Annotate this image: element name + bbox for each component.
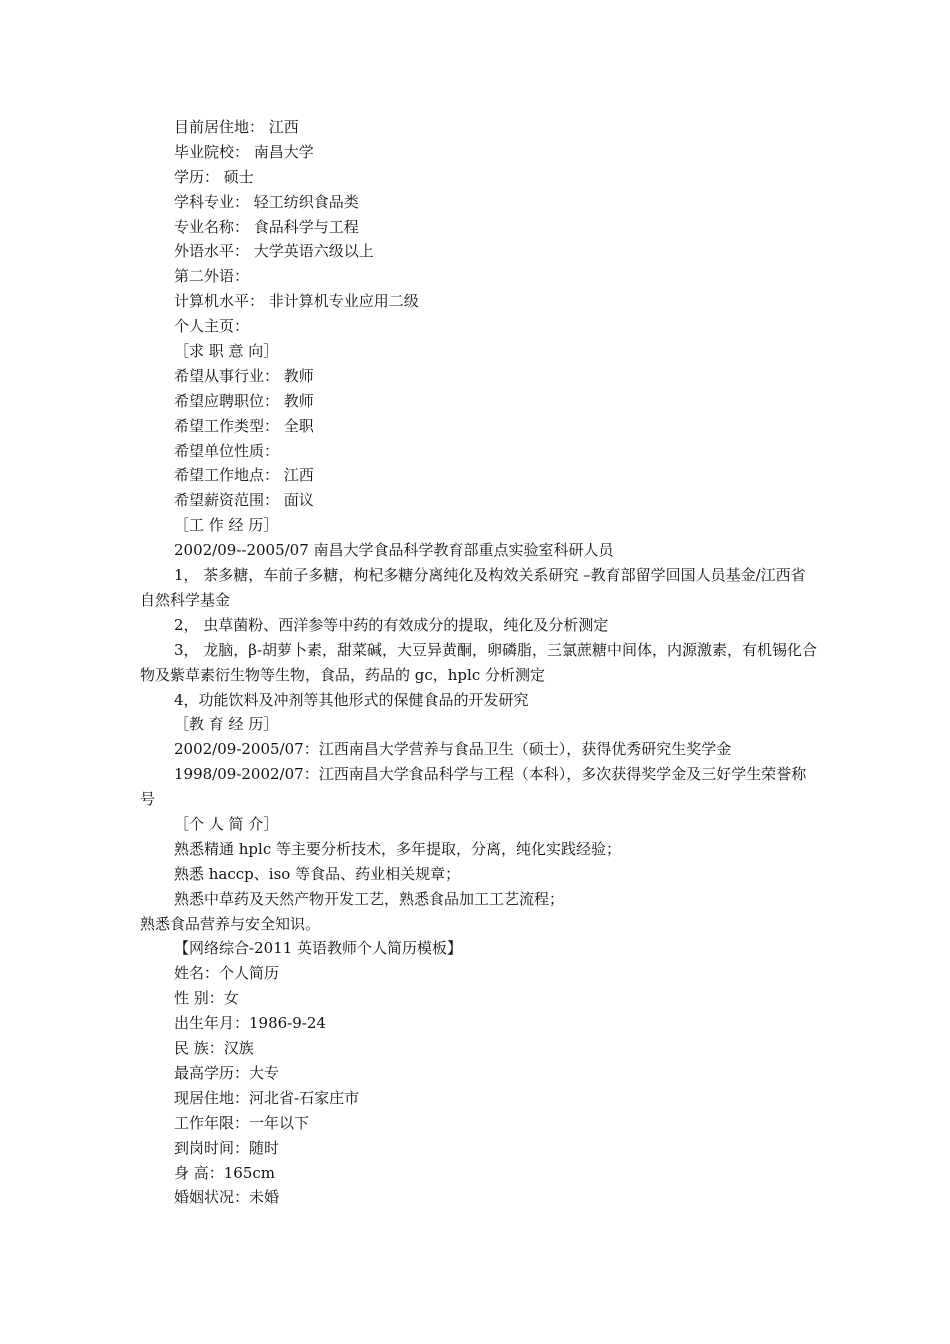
major-line: 专业名称： 食品科学与工程 [174,217,359,236]
gender-line: 性 别：女 [174,989,239,1008]
work-item-3: 3， 龙脑，β-胡萝卜素，甜菜碱，大豆异黄酮，卵磷脂，三氯蔗糖中间体，内源激素，有机锡化合物及紫草素衍生物等生物，食品，药品的 gc，hplc 分析测定 [140,640,818,684]
language-level-line: 外语水平： 大学英语六级以上 [174,242,374,261]
ethnicity-line: 民 族：汉族 [174,1039,254,1058]
degree-line: 学历： 硕士 [174,167,254,186]
availability-line: 到岗时间：随时 [174,1138,280,1157]
work-years-line: 工作年限：一年以下 [174,1113,310,1132]
second-language-line: 第二外语： [174,267,250,286]
profile-item-1: 熟悉精通 hplc 等主要分析技术，多年提取，分离，纯化实践经验； [174,839,621,858]
profile-item-3: 熟悉中草药及天然产物开发工艺，熟悉食品加工工艺流程； [174,889,565,908]
desired-employer-type-line: 希望单位性质： [174,441,280,460]
work-item-4: 4，功能饮料及冲剂等其他形式的保健食品的开发研究 [174,690,529,709]
work-item-1: 1， 茶多糖，车前子多糖，枸杞多糖分离纯化及构效关系研究 –教育部留学回国人员基金/江西省自然科学基金 [140,566,806,609]
profile-item-4: 熟悉食品营养与安全知识。 [140,914,321,933]
homepage-line: 个人主页： [174,317,250,336]
name-line: 姓名：个人简历 [174,964,280,983]
discipline-line: 学科专业： 轻工纺织食品类 [174,192,359,211]
education-item-bachelors: 1998/09-2002/07：江西南昌大学食品科学与工程（本科），多次获得奖学金及三好学生荣誉称号 [140,765,807,809]
section-heading-education: ［教 育 经 历］ [174,715,279,734]
section-heading-profile: ［个 人 简 介］ [174,815,279,834]
section-heading-job-intent: ［求 职 意 向］ [174,342,279,361]
desired-location-line: 希望工作地点： 江西 [174,466,314,485]
highest-education-line: 最高学历：大专 [174,1063,280,1082]
height-line: 身 高：165cm [174,1163,276,1182]
work-period-line: 2002/09--2005/07 南昌大学食品科学教育部重点实验室科研人员 [174,541,614,560]
desired-industry-line: 希望从事行业： 教师 [174,366,314,385]
computer-level-line: 计算机水平： 非计算机专业应用二级 [174,292,419,311]
school-line: 毕业院校： 南昌大学 [174,142,314,161]
desired-position-line: 希望应聘职位： 教师 [174,391,314,410]
resume-body [140,115,820,1210]
template-title: 【网络综合-2011 英语教师个人简历模板】 [174,939,463,958]
residence-line: 目前居住地： 江西 [174,118,299,136]
section-heading-work-experience: ［工 作 经 历］ [174,516,279,535]
current-residence-line: 现居住地：河北省-石家庄市 [174,1088,360,1107]
desired-job-type-line: 希望工作类型： 全职 [174,416,314,435]
profile-item-2: 熟悉 haccp、iso 等食品、药业相关规章； [174,864,461,883]
desired-salary-line: 希望薪资范围： 面议 [174,491,314,510]
work-item-2: 2， 虫草菌粉、西洋参等中药的有效成分的提取，纯化及分析测定 [174,615,609,634]
birth-date-line: 出生年月：1986-9-24 [174,1014,326,1033]
education-item-masters: 2002/09-2005/07：江西南昌大学营养与食品卫生（硕士），获得优秀研究生奖学金 [174,740,732,759]
marital-status-line: 婚姻状况：未婚 [174,1188,280,1207]
